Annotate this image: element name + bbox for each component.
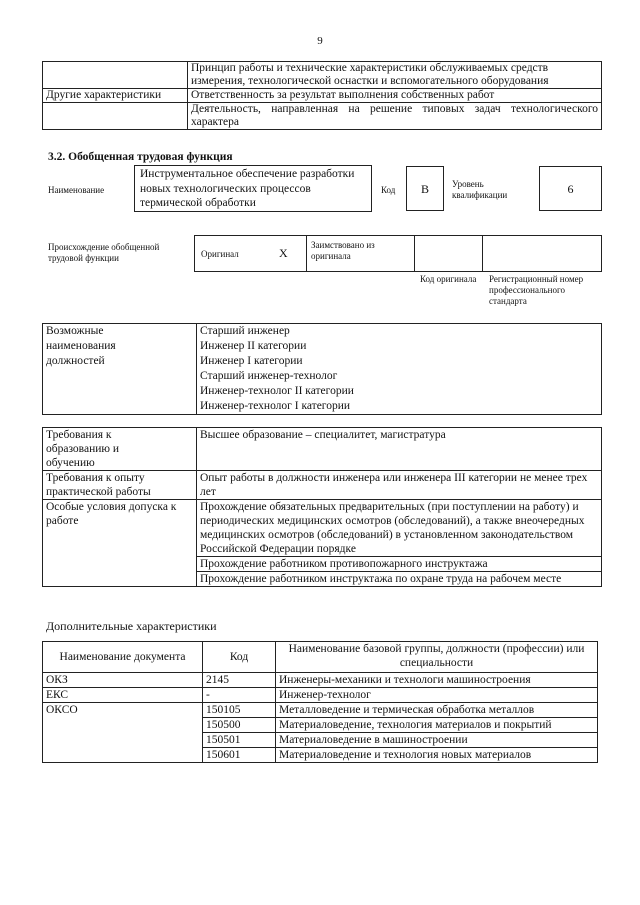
top-characteristics-table bbox=[42, 61, 602, 130]
top-table-empty-cell bbox=[43, 103, 188, 130]
original-mark: X bbox=[279, 246, 288, 260]
origin-divider-2 bbox=[414, 235, 415, 272]
position-item: Инженер-технолог I категории bbox=[200, 400, 351, 412]
function-name-value: Инструментальное обеспечение разработки новых технологических процессов термической обработки bbox=[140, 168, 355, 209]
code-original-caption: Код оригинала bbox=[420, 274, 477, 284]
code-cell: 150500 bbox=[203, 718, 276, 733]
doc-name-cell: ЕКС bbox=[43, 688, 203, 703]
position-item: Инженер-технолог II категории bbox=[200, 385, 354, 397]
qualification-level-label: Уровень квалификации bbox=[452, 179, 508, 200]
header-group-name: Наименование базовой группы, должности (профессии) или специальности bbox=[276, 642, 598, 673]
additional-title: Дополнительные характеристики bbox=[46, 619, 217, 633]
function-name-box bbox=[134, 165, 372, 212]
conditions-label: Особые условия допуска к работе bbox=[43, 500, 197, 587]
top-table-empty-cell bbox=[43, 62, 188, 89]
original-label: Оригинал bbox=[201, 249, 239, 259]
name-label: Наименование bbox=[48, 185, 105, 195]
requirements-table bbox=[42, 427, 602, 587]
positions-list bbox=[197, 324, 602, 415]
group-name-cell: Материаловедение, технология материалов и покрытий bbox=[276, 718, 598, 733]
experience-label: Требования к опыту практической работы bbox=[43, 471, 197, 500]
origin-divider-3 bbox=[482, 235, 483, 272]
code-cell: 150105 bbox=[203, 703, 276, 718]
position-item: Инженер I категории bbox=[200, 355, 303, 367]
positions-label: Возможные наименования должностей bbox=[43, 324, 197, 415]
code-cell: 150501 bbox=[203, 733, 276, 748]
experience-value: Опыт работы в должности инженера или инженера III категории не менее трех лет bbox=[197, 471, 602, 500]
borrowed-label: Заимствовано из оригинала bbox=[311, 240, 375, 261]
positions-table bbox=[42, 323, 602, 415]
code-label: Код bbox=[381, 185, 396, 195]
top-table-row1-value: Принцип работы и технические характеристики обслуживаемых средств измерения, технологической оснастки и вспомогательного оборудования bbox=[188, 62, 602, 89]
section-title: 3.2. Обобщенная трудовая функция bbox=[48, 151, 233, 163]
conditions-value-safety: Прохождение работником инструктажа по охране труда на рабочем месте bbox=[197, 572, 602, 587]
group-name-cell: Материаловедение и технология новых материалов bbox=[276, 748, 598, 763]
top-table-row2-value: Ответственность за результат выполнения собственных работ bbox=[188, 89, 602, 103]
position-item: Старший инженер bbox=[200, 325, 290, 337]
doc-name-cell: ОКЗ bbox=[43, 673, 203, 688]
group-name-cell: Материаловедение в машиностроении bbox=[276, 733, 598, 748]
position-item: Инженер II категории bbox=[200, 340, 307, 352]
conditions-value-fire: Прохождение работником противопожарного инструктажа bbox=[197, 557, 602, 572]
code-value: B bbox=[420, 182, 429, 196]
education-label: Требования к образованию и обучению bbox=[43, 428, 197, 471]
other-characteristics-label: Другие характеристики bbox=[43, 89, 188, 103]
header-code: Код bbox=[203, 642, 276, 673]
header-document-name: Наименование документа bbox=[43, 642, 203, 673]
qualification-level-box bbox=[539, 166, 602, 211]
top-table-row3-value: Деятельность, направленная на решение типовых задач технологического характера bbox=[188, 103, 602, 130]
origin-label: Происхождение обобщенной трудовой функции bbox=[48, 242, 160, 263]
code-cell: 150601 bbox=[203, 748, 276, 763]
code-cell: - bbox=[203, 688, 276, 703]
conditions-value-medical: Прохождение обязательных предварительных (при поступлении на работу) и периодических медицинских осмотров (обследований), а также внеочередных медицинских осмотров (обследований) в установленном законодательством Российской Федерации порядке bbox=[197, 500, 602, 557]
page-number: 9 bbox=[317, 35, 323, 47]
position-item: Старший инженер-технолог bbox=[200, 370, 338, 382]
group-name-cell: Инженеры-механики и технологи машиностроения bbox=[276, 673, 598, 688]
reg-number-caption: Регистрационный номер профессионального стандарта bbox=[489, 274, 584, 306]
group-name-cell: Металловедение и термическая обработка металлов bbox=[276, 703, 598, 718]
group-name-cell: Инженер-технолог bbox=[276, 688, 598, 703]
additional-characteristics-table bbox=[42, 641, 598, 763]
origin-divider-1 bbox=[306, 235, 307, 272]
doc-name-cell: ОКСО bbox=[43, 703, 203, 763]
code-box bbox=[406, 166, 444, 211]
qualification-level-value: 6 bbox=[567, 182, 574, 196]
education-value: Высшее образование – специалитет, магистратура bbox=[197, 428, 602, 471]
code-cell: 2145 bbox=[203, 673, 276, 688]
